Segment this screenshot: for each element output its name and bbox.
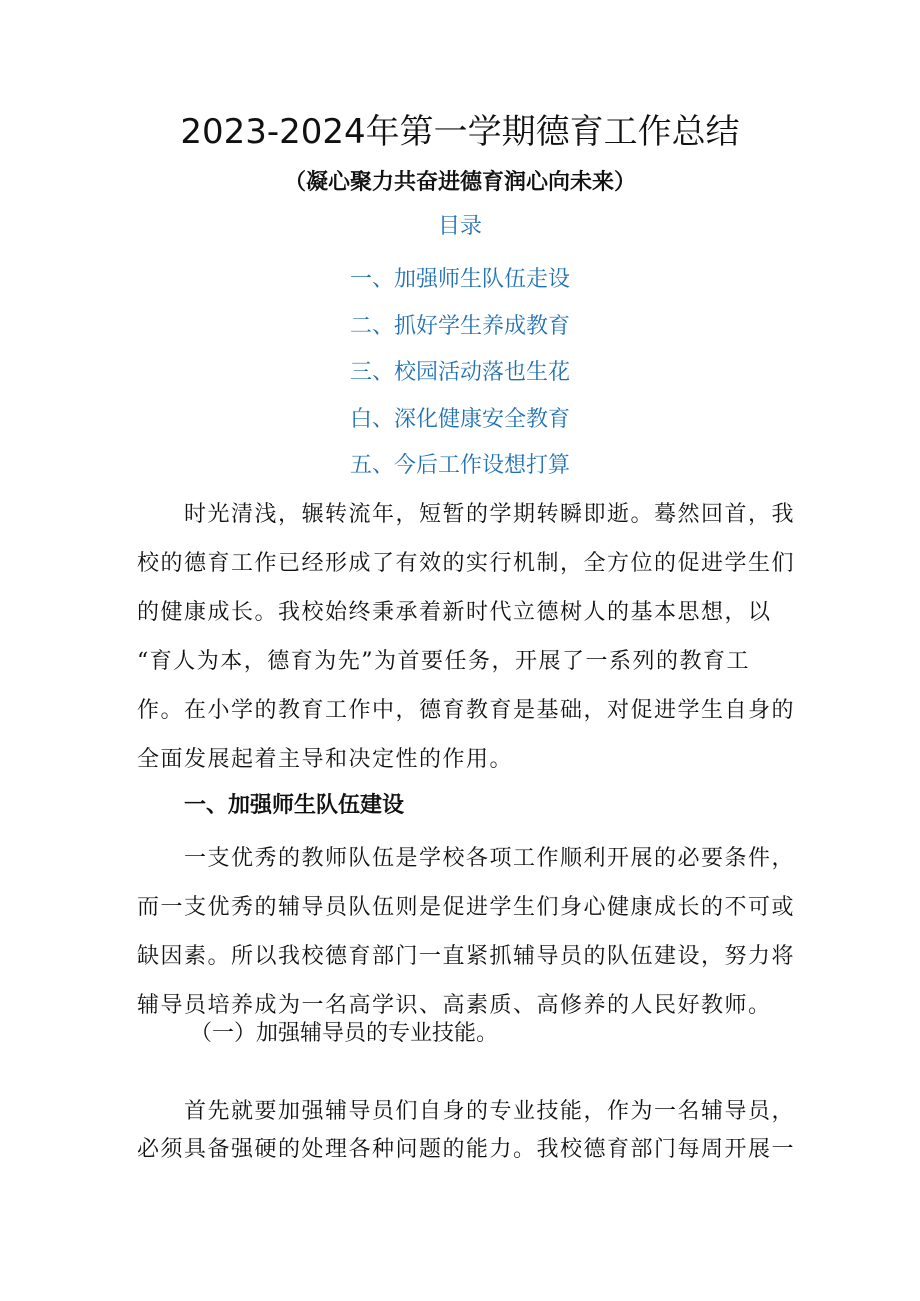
document-title: 2023-2024年第一学期德育工作总结 (180, 112, 740, 152)
toc-item[interactable]: 一、加强师生队伍走设 (349, 267, 570, 292)
section-paragraph (137, 834, 796, 1030)
subsection-heading: （一）加强辅导员的专业技能。 (190, 1021, 499, 1046)
paragraph-line: 首先就要加强辅导员们自身的专业技能，作为一名辅导员， (184, 1099, 796, 1124)
paragraph-line: 时光清浅，辗转流年，短暂的学期转瞬即逝。蓦然回首，我 (184, 502, 796, 527)
toc-item[interactable]: 二、抓好学生养成教育 (349, 313, 570, 339)
intro-paragraph (137, 490, 796, 784)
toc-heading: 目录 (437, 214, 482, 239)
paragraph-line: 全面发展起着主导和决定性的作用。 (137, 747, 514, 772)
toc-item[interactable]: 五、今后工作设想打算 (349, 453, 570, 478)
table-of-contents (0, 257, 920, 490)
toc-item[interactable]: 白、深化健康安全教育 (349, 406, 570, 432)
paragraph-line: 的健康成长。我校始终秉承着新时代立德树人的基本思想，以 (137, 600, 772, 625)
paragraph-line: 必须具备强硬的处理各种问题的能力。我校德育部门每周开展一 (137, 1137, 796, 1162)
paragraph-line: 辅导员培养成为一名高学识、高素质、高修养的人民好教师。 (137, 993, 772, 1018)
paragraph-line: 而一支优秀的辅导员队伍则是促进学生们身心健康成长的不可或 (137, 895, 796, 920)
paragraph-line: 校的德育工作已经形成了有效的实行机制，全方位的促进学生们 (137, 551, 796, 576)
paragraph-line: 作。在小学的教育工作中，德育教育是基础，对促进学生自身的 (137, 698, 796, 723)
paragraph-line: “育人为本，德育为先”为首要任务，开展了一系列的教育工 (137, 649, 750, 674)
paragraph-line: 一支优秀的教师队伍是学校各项工作顺利开展的必要条件， (184, 846, 796, 871)
subsection-paragraph (137, 1093, 796, 1169)
section-heading: 一、加强师生队伍建设 (184, 793, 405, 818)
toc-item[interactable]: 三、校园活动落也生花 (349, 360, 570, 385)
paragraph-line: 缺因素。所以我校德育部门一直紧抓辅导员的队伍建设，努力将 (137, 944, 796, 969)
document-subtitle: （凝心聚力共奋进德育润心向未来） (283, 170, 636, 195)
